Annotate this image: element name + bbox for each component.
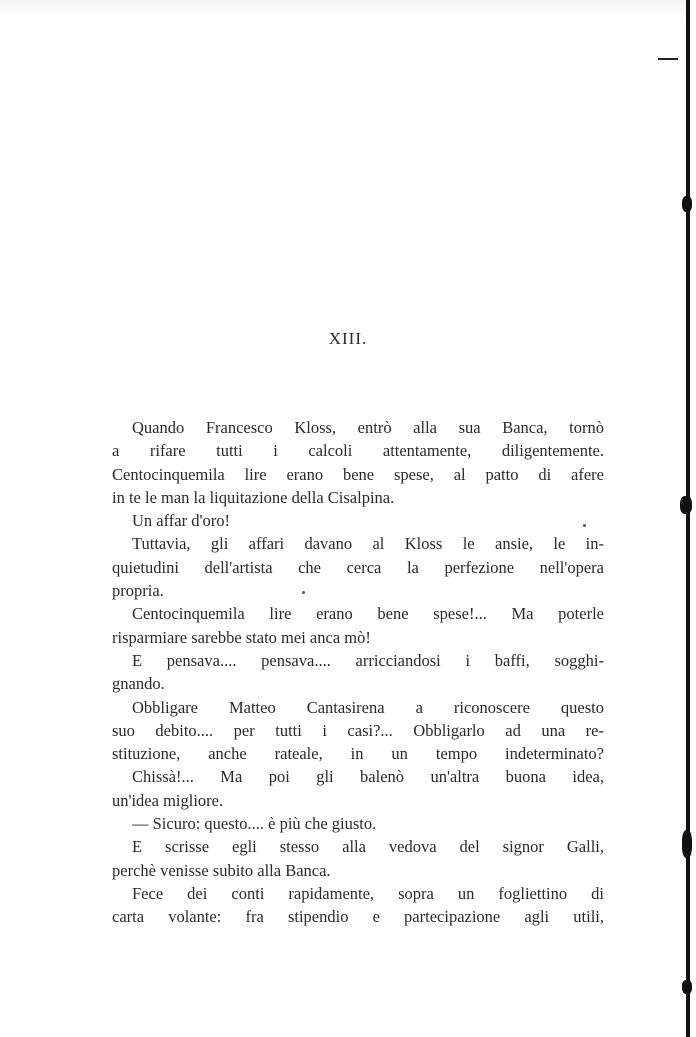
binding-blot (682, 980, 692, 994)
paper-speck (583, 524, 586, 527)
text-line: suo debito.... per tutti i casi?... Obbligarlo ad una re- (112, 720, 604, 740)
page-margin-strip (690, 0, 696, 1037)
text-line: Un affar d'oro! (132, 511, 230, 531)
text-line: quietudini dell'artista che cerca la perfezione nell'opera (112, 557, 604, 577)
text-line: Tuttavia, gli affari davano al Kloss le ansie, le in- (132, 534, 604, 554)
text-line: Fece dei conti rapidamente, sopra un fogliettino di (132, 883, 604, 903)
chapter-heading: XIII. (328, 329, 368, 348)
text-line: Chissà!... Ma poi gli balenò un'altra buona idea, (132, 767, 604, 787)
binding-blot (682, 196, 692, 212)
text-line: risparmiare sarebbe stato mei anca mò! (112, 627, 371, 647)
binding-blot (682, 830, 692, 858)
text-line: un'idea migliore. (112, 790, 224, 810)
text-line: carta volante: fra stipendio e partecipazione agli utili, (112, 907, 604, 927)
text-line: stituzione, anche rateale, in un tempo indeterminato? (112, 744, 604, 764)
margin-tick-mark (658, 58, 678, 60)
text-line: gnando. (112, 674, 165, 694)
text-line: in te le man la liquitazione della Cisalpina. (112, 487, 395, 507)
text-line: E scrisse egli stesso alla vedova del signor Galli, (132, 837, 604, 857)
text-line: E pensava.... pensava.... arricciandosi i baffi, sogghi- (132, 650, 604, 670)
text-line: perchè venisse subito alla Banca. (112, 860, 331, 880)
text-line: propria. (112, 581, 164, 601)
binding-blot (680, 496, 692, 514)
body-text (112, 416, 604, 929)
text-line: Centocinquemila lire erano bene spese!... Ma poterle (132, 604, 604, 624)
text-line: Obbligare Matteo Cantasirena a riconoscere questo (132, 697, 604, 717)
text-line: Quando Francesco Kloss, entrò alla sua Banca, tornò (132, 418, 604, 437)
paper-speck (302, 591, 305, 594)
text-line: — Sicuro: questo.... è più che giusto. (132, 814, 377, 834)
text-line: Centocinquemila lire erano bene spese, al patto di afere (112, 464, 604, 484)
text-line: a rifare tutti i calcoli attentamente, diligentemente. (112, 441, 604, 461)
